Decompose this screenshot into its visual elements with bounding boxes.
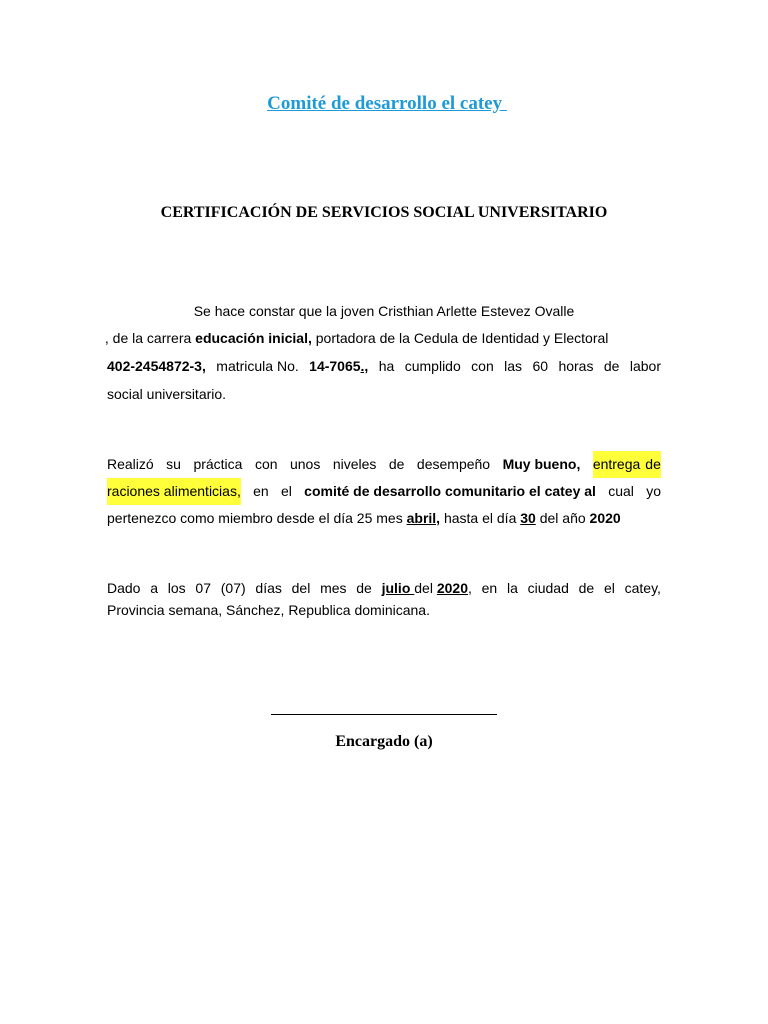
end-year: 2020 [589, 510, 621, 526]
date-line-1 [107, 577, 661, 599]
word: en [253, 483, 269, 499]
organization-title: Comité de desarrollo el catey [267, 93, 507, 114]
service-text: social universitario. [107, 386, 227, 402]
word: los [167, 580, 186, 596]
location-text: Provincia semana, Sánchez, Republica dominicana. [107, 602, 430, 618]
hours-count: 60 [532, 358, 549, 374]
word: entrega [592, 456, 641, 472]
word: con [471, 358, 494, 374]
date-line-2 [107, 599, 661, 621]
word: niveles [332, 456, 377, 472]
word: el [280, 483, 292, 499]
highlighted-activity-cont: raciones alimenticias, [107, 478, 241, 505]
word: de [603, 358, 620, 374]
word: de [578, 580, 595, 596]
word: del [291, 580, 311, 596]
word: mes [320, 580, 347, 596]
practice-line-1 [107, 451, 661, 478]
word: de [388, 456, 405, 472]
word: de [356, 580, 372, 596]
career-prefix: , de la carrera [101, 330, 196, 346]
word: yo [646, 483, 661, 499]
word: la [506, 580, 518, 596]
performance-rating: Muy bueno, [502, 456, 581, 472]
word: (07) [220, 580, 246, 596]
matricula-number [309, 352, 368, 380]
issue-year: 2020 [436, 580, 468, 596]
word: su [166, 456, 181, 472]
cedula-number: 402-2454872-3, [107, 358, 206, 374]
start-month: abril, [406, 510, 441, 526]
word: cumplido [404, 358, 461, 374]
practice-line-2 [107, 478, 661, 505]
date-paragraph [107, 577, 661, 621]
year-label: del año [535, 510, 590, 526]
word: , [468, 580, 472, 596]
word: práctica [193, 456, 243, 472]
end-day: 30 [520, 510, 536, 526]
practice-line-3 [107, 505, 661, 532]
signature-line [271, 696, 497, 715]
certification-paragraph [101, 298, 661, 408]
word: unos [289, 456, 321, 472]
word: días [255, 580, 282, 596]
word: horas [558, 358, 594, 374]
issue-month: julio [381, 580, 415, 596]
word: en [481, 580, 498, 596]
student-line [107, 298, 661, 324]
word: a [150, 580, 159, 596]
cedula-label: portadora de la Cedula de Identidad y Electoral [311, 330, 609, 346]
word: desempeño [416, 456, 491, 472]
committee-name: comité de desarrollo comunitario el catey al [304, 483, 596, 499]
word: ciudad [527, 580, 569, 596]
document-title: CERTIFICACIÓN DE SERVICIOS SOCIAL UNIVERSITARIO [160, 204, 608, 221]
word: Realizó [107, 456, 154, 472]
word: cual [608, 483, 634, 499]
word: las [504, 358, 523, 374]
membership-text: pertenezco como miembro desde el día 25 mes [107, 510, 407, 526]
service-line [107, 380, 661, 408]
student-text: Se hace constar que la joven Cristhian Arlette Estevez Ovalle [193, 303, 575, 319]
word: labor [629, 358, 661, 374]
career-name: educación inicial, [195, 330, 312, 346]
word: el [603, 580, 615, 596]
career-line [101, 324, 661, 352]
word: de [645, 456, 661, 472]
matricula-tail: ., [360, 358, 369, 374]
word: 07 [195, 580, 211, 596]
practice-paragraph [107, 451, 661, 532]
matricula-label: matricula No. [216, 358, 299, 374]
word: ha [378, 358, 395, 374]
matricula-value: 14-7065 [309, 358, 361, 374]
month-and-year [382, 577, 472, 599]
word: catey, [624, 580, 661, 596]
cedula-line [107, 352, 661, 380]
highlighted-activity [593, 451, 661, 478]
word: del [414, 580, 433, 596]
word: con [254, 456, 278, 472]
signature-label: Encargado (a) [335, 733, 433, 750]
until-text: hasta el día [440, 510, 521, 526]
word: Dado [107, 580, 141, 596]
